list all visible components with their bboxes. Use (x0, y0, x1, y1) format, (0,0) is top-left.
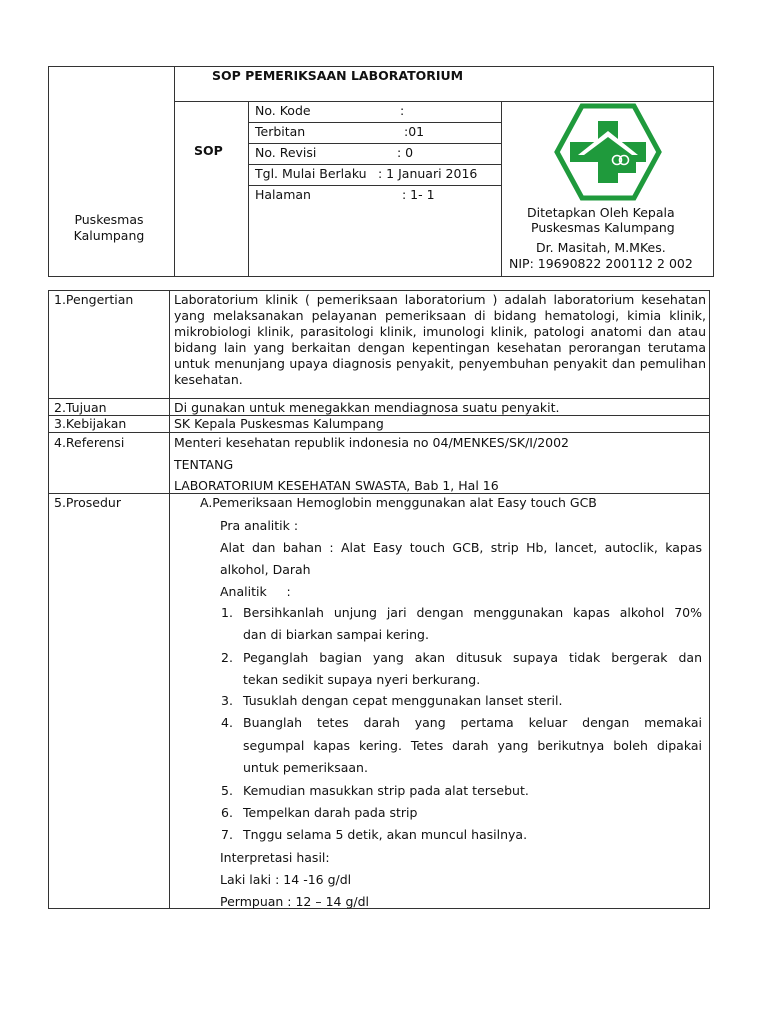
referensi-line-2: TENTANG (174, 457, 234, 472)
row-label-kebijakan: 3.Kebijakan (54, 416, 127, 431)
step-line: Kemudian masukkan strip pada alat tersebut. (243, 783, 529, 798)
field-label-no-revisi: No. Revisi (255, 145, 317, 160)
field-value-tgl-mulai: : 1 Januari 2016 (378, 166, 478, 181)
field-label-tgl-mulai: Tgl. Mulai Berlaku (255, 166, 367, 181)
field-value-no-revisi: : 0 (397, 145, 414, 160)
field-value-terbitan: :01 (404, 124, 425, 139)
pengertian-text: Laboratorium klinik ( pemeriksaan laboratorium ) adalah laboratorium kesehatan yang melaksanakan pelayanan pemeriksaan di bidang hematologi, kimia klinik, mikrobiologi klinik, parasitologi klinik, imunologi klinik, patologi anatomi dan atau bidang lain yang berkaitan dengan kepentingan kesehatan perorangan terutama untuk menunjang upaya diagnosis penyakit, penyembuhan penyakit dan pemulihan kesehatan. (174, 292, 706, 387)
sop-label: SOP (194, 143, 223, 158)
interpretasi-laki-laki: Laki laki : 14 -16 g/dl (220, 872, 352, 887)
alat-bahan-line-1: Alat dan bahan : Alat Easy touch GCB, strip Hb, lancet, autoclik, kapas (220, 540, 702, 555)
puskesmas-cross-icon (554, 103, 662, 201)
step-number: 7. (221, 827, 233, 842)
approval-line-1: Ditetapkan Oleh Kepala (527, 205, 675, 220)
step-line: Peganglah bagian yang akan ditusuk supaya tidak bergerak dan (243, 650, 702, 665)
interpretasi-perempuan: Permpuan : 12 – 14 g/dl (220, 894, 370, 909)
prosedur-heading: A.Pemeriksaan Hemoglobin menggunakan alat Easy touch GCB (200, 495, 597, 510)
field-value-no-kode: : (400, 103, 405, 118)
puskesmas-logo (554, 103, 662, 201)
document-title: SOP PEMERIKSAAN LABORATORIUM (212, 68, 464, 83)
referensi-line-1: Menteri kesehatan republik indonesia no 04/MENKES/SK/I/2002 (174, 435, 570, 450)
step-number: 3. (221, 693, 233, 708)
step-line: dan di biarkan sampai kering. (243, 627, 429, 642)
row-label-prosedur: 5.Prosedur (54, 495, 121, 510)
institution-name: Puskesmas Kalumpang (73, 212, 145, 243)
step-line: Bersihkanlah unjung jari dengan menggunakan kapas alkohol 70% (243, 605, 702, 620)
field-value-halaman: : 1- 1 (402, 187, 435, 202)
step-line: Buanglah tetes darah yang pertama keluar dengan memakai (243, 715, 702, 730)
pra-analitik-label: Pra analitik : (220, 518, 299, 533)
interpretasi-label: Interpretasi hasil: (220, 850, 330, 865)
step-line: Tnggu selama 5 detik, akan muncul hasilnya. (243, 827, 528, 842)
alat-bahan-line-2: alkohol, Darah (220, 562, 311, 577)
step-number: 2. (221, 650, 233, 665)
step-line: untuk pemeriksaan. (243, 760, 368, 775)
approval-line-2: Puskesmas Kalumpang (531, 220, 675, 235)
analitik-label: Analitik : (220, 584, 291, 599)
step-number: 5. (221, 783, 233, 798)
step-line: tekan sedikit supaya nyeri berkurang. (243, 672, 481, 687)
referensi-line-3: LABORATORIUM KESEHATAN SWASTA, Bab 1, Hal 16 (174, 478, 499, 493)
tujuan-text: Di gunakan untuk menegakkan mendiagnosa suatu penyakit. (174, 400, 560, 415)
step-line: Tusuklah dengan cepat menggunakan lanset steril. (243, 693, 563, 708)
row-label-tujuan: 2.Tujuan (54, 400, 107, 415)
step-number: 1. (221, 605, 233, 620)
step-line: segumpal kapas kering. Tetes darah yang berikutnya boleh dipakai (243, 738, 702, 753)
step-number: 4. (221, 715, 233, 730)
row-label-referensi: 4.Referensi (54, 435, 125, 450)
step-number: 6. (221, 805, 233, 820)
approval-nip: NIP: 19690822 200112 2 002 (509, 256, 693, 271)
field-label-halaman: Halaman (255, 187, 311, 202)
kebijakan-text: SK Kepala Puskesmas Kalumpang (174, 416, 384, 431)
row-label-pengertian: 1.Pengertian (54, 292, 134, 307)
approval-name: Dr. Masitah, M.MKes. (536, 240, 666, 255)
field-label-no-kode: No. Kode (255, 103, 311, 118)
field-label-terbitan: Terbitan (255, 124, 306, 139)
step-line: Tempelkan darah pada strip (243, 805, 418, 820)
